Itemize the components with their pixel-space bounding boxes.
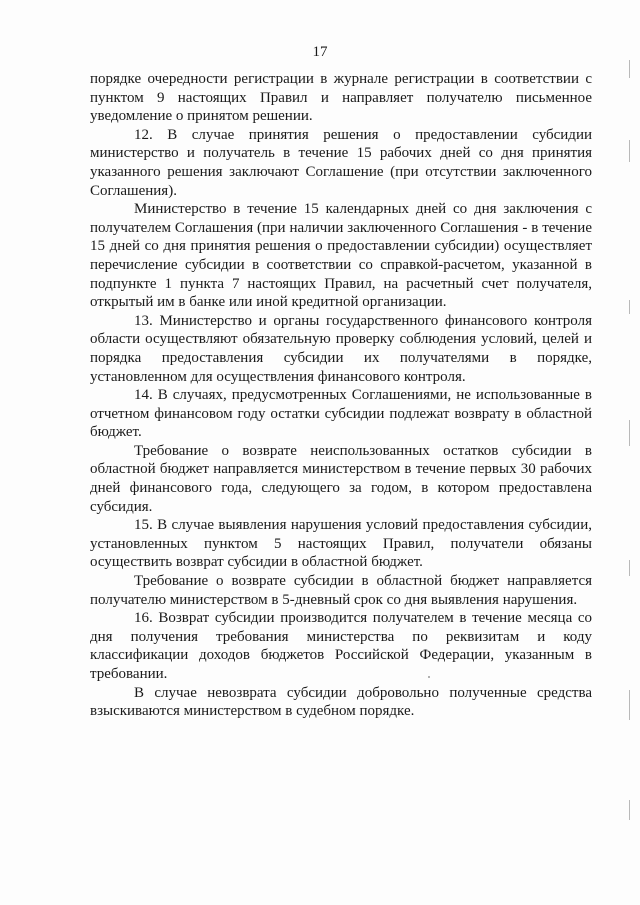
scan-speck xyxy=(428,676,430,678)
paragraph: 13. Министерство и органы государственного финансового контроля области осуществляют обязательную проверку соблюдения условий, целей и порядка предоставления субсидии их получателями в порядке, установленном для осуществления финансового контроля. xyxy=(90,312,592,385)
paragraph: 15. В случае выявления нарушения условий предоставления субсидии, установленных пунктом 5 настоящих Правил, получатели обязаны осуществить возврат субсидии в областной бюджет. xyxy=(90,517,592,571)
document-body xyxy=(90,70,592,721)
scan-edge-mark xyxy=(629,140,630,162)
scan-edge-mark xyxy=(629,60,630,78)
paragraph: Требование о возврате субсидии в областной бюджет направляется получателю министерством в 5-дневный срок со дня выявления нарушения. xyxy=(90,573,592,608)
page-number: 17 xyxy=(312,44,328,60)
paragraph: порядке очередности регистрации в журнале регистрации в соответствии с пунктом 9 настоящих Правил и направляет получателю письменное уведомление о принятом решении. xyxy=(90,71,592,125)
paragraph: Министерство в течение 15 календарных дней со дня заключения с получателем Соглашения (при наличии заключенного Соглашения - в течение 15 дней со дня принятия решения о предоставлении субсидии) осуществляет перечисление субсидии в соответствии со справкой-расчетом, указанной в подпункте 1 пункта 7 настоящих Правил, на расчетный счет получателя, открытый им в банке или иной кредитной организации. xyxy=(90,201,592,311)
scan-edge-mark xyxy=(629,560,630,576)
scan-edge-mark xyxy=(629,800,630,820)
scan-edge-mark xyxy=(629,300,630,314)
paragraph: 12. В случае принятия решения о предоставлении субсидии министерство и получатель в течение 15 рабочих дней со дня принятия указанного решения заключают Соглашение (при отсутствии заключенного Соглашения). xyxy=(90,126,592,199)
scan-edge-mark xyxy=(629,420,630,446)
scan-edge-mark xyxy=(629,690,630,720)
paragraph: Требование о возврате неиспользованных остатков субсидии в областной бюджет направляется министерством в течение первых 30 рабочих дней финансового года, следующего за годом, в котором предоставлена субсидия. xyxy=(90,442,592,515)
paragraph: В случае невозврата субсидии добровольно полученные средства взыскиваются министерством в судебном порядке. xyxy=(90,684,592,720)
paragraph: 16. Возврат субсидии производится получателем в течение месяца со дня получения требования министерства по реквизитам и коду классификации доходов бюджетов Российской Федерации, указанным в требовании. xyxy=(90,610,592,682)
paragraph: 14. В случаях, предусмотренных Соглашениями, не использованные в отчетном финансовом году остатки субсидии подлежат возврату в областной бюджет. xyxy=(90,387,592,441)
